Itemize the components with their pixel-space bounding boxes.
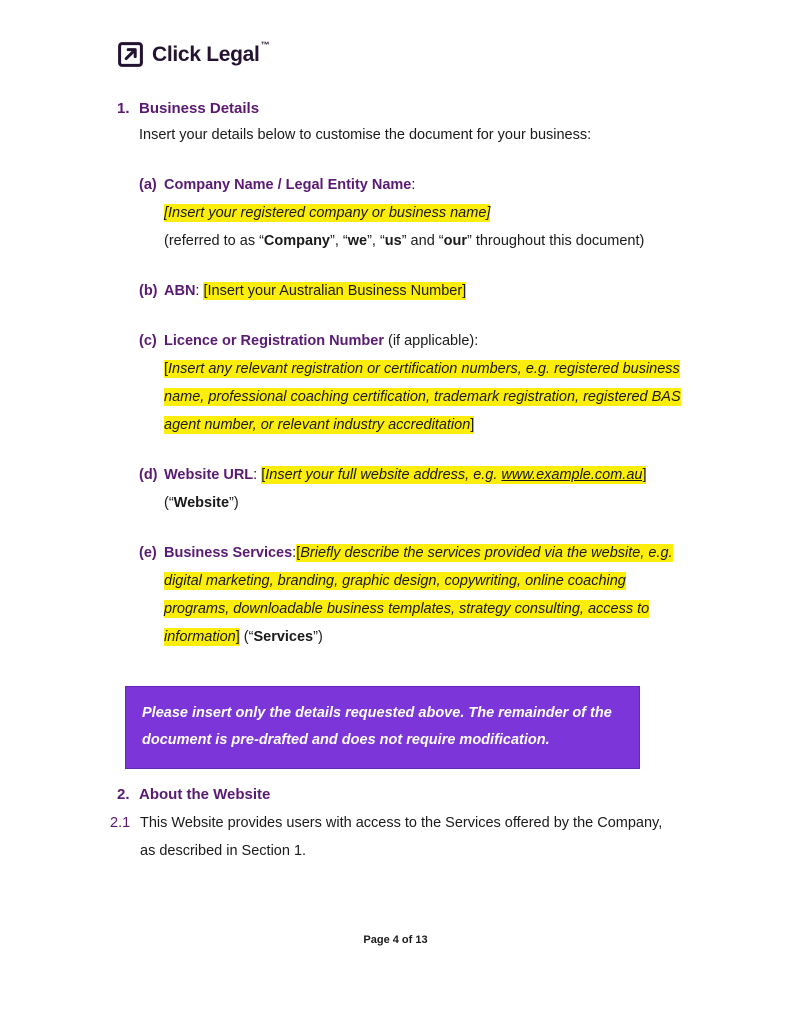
clause-2-1-number: 2.1 [110, 815, 131, 831]
section-2-number: 2. [117, 786, 130, 803]
item-a-label-line [164, 171, 681, 199]
defined-term-website: Website [173, 495, 230, 511]
trademark-symbol: ™ [260, 40, 270, 50]
item-c-placeholder-line [164, 355, 681, 439]
item-marker-e: (e) [139, 545, 157, 561]
item-c-label: Licence or Registration Number [164, 333, 384, 349]
defined-term-we: we [347, 233, 368, 249]
note-sep-1: ”, “ [330, 233, 348, 249]
item-d-line [164, 461, 681, 517]
section-1-title: Business Details [139, 100, 260, 117]
item-c-bracket-close: ] [470, 417, 475, 433]
item-c-label-line [164, 327, 681, 355]
section-1-intro: Insert your details below to customise the document for your business: [139, 127, 592, 143]
item-d-defined-post: ”) [229, 495, 239, 511]
item-marker-d: (d) [139, 467, 158, 483]
item-d-placeholder[interactable]: Insert your full website address, e.g. [265, 467, 502, 483]
brand-logo [118, 42, 268, 67]
item-a-label-suffix: : [411, 177, 416, 193]
item-e-defined-post: ”) [313, 629, 323, 645]
item-body-a [164, 171, 681, 255]
page-number-label: Page 4 of 13 [363, 934, 428, 946]
item-a-placeholder[interactable]: [Insert your registered company or business name] [164, 205, 491, 221]
item-b-label: ABN [164, 283, 196, 299]
note-sep-2: ”, “ [367, 233, 385, 249]
item-d-label: Website URL [164, 467, 254, 483]
item-a-note [164, 227, 681, 255]
brand-name [152, 40, 270, 66]
item-a-placeholder-line [164, 199, 681, 227]
document-body [0, 100, 791, 651]
item-c-qualifier: (if applicable): [388, 333, 479, 349]
item-body-c [164, 327, 681, 439]
defined-term-our: our [443, 233, 467, 249]
item-e-label-suffix: : [292, 545, 297, 561]
item-e-bracket-open: [ [296, 545, 301, 561]
callout-text: Please insert only the details requested above. The remainder of the document is pre-drafted and does not require modification. [142, 705, 612, 748]
instruction-callout [125, 686, 640, 769]
item-marker-a: (a) [139, 177, 157, 193]
defined-term-us: us [384, 233, 402, 249]
item-d-placeholder-url[interactable]: www.example.com.au [501, 467, 643, 483]
section-1-number: 1. [117, 100, 130, 117]
item-a-label: Company Name / Legal Entity Name [164, 177, 412, 193]
item-body-b [164, 277, 681, 305]
item-b-placeholder[interactable]: [Insert your Australian Business Number] [203, 283, 467, 299]
list-item-c [139, 327, 681, 439]
defined-term-company: Company [263, 233, 330, 249]
brand-name-text: Click Legal [152, 43, 260, 66]
item-d-bracket-close: ] [642, 467, 647, 483]
item-d-bracket-open: [ [261, 467, 266, 483]
item-body-d [164, 461, 681, 517]
item-d-label-suffix: : [253, 467, 258, 483]
item-c-placeholder[interactable]: Insert any relevant registration or certification numbers, e.g. registered business name, professional coaching certification, trademark registration, registered BAS agent number, or relevant industry accreditation [164, 361, 681, 433]
item-e-line [164, 539, 681, 651]
item-e-defined-pre: (“ [239, 629, 254, 645]
item-b-label-suffix: : [195, 283, 200, 299]
clause-2-1-text: This Website provides users with access to the Services offered by the Company, as described in Section 1. [140, 815, 663, 859]
external-link-square-icon [118, 42, 143, 67]
item-b-line [164, 277, 681, 305]
section-2-heading [117, 786, 791, 803]
item-marker-c: (c) [139, 333, 157, 349]
list-item-a [139, 171, 681, 255]
section-2-title: About the Website [139, 786, 271, 803]
item-body-e [164, 539, 681, 651]
section-1-heading [117, 100, 791, 117]
clause-2-1 [110, 809, 671, 865]
defined-term-services: Services [253, 629, 314, 645]
item-a-note-pre: (referred to as “ [164, 233, 264, 249]
item-e-label: Business Services [164, 545, 293, 561]
item-c-bracket-open: [ [164, 361, 169, 377]
item-marker-b: (b) [139, 283, 158, 299]
item-a-note-post: ” throughout this document) [466, 233, 645, 249]
item-e-bracket-close: ] [235, 629, 240, 645]
page-footer [0, 934, 791, 946]
list-item-b [139, 277, 681, 305]
item-e-placeholder[interactable]: Briefly describe the services provided via the website, e.g. digital marketing, branding, graphic design, copywriting, online coaching programs, downloadable business templates, strategy consulting, access to information [164, 545, 673, 645]
list-item-e [139, 539, 681, 651]
list-item-d [139, 461, 681, 517]
section-2 [0, 786, 791, 865]
item-d-defined-pre: (“ [164, 495, 174, 511]
note-sep-3: ” and “ [401, 233, 444, 249]
